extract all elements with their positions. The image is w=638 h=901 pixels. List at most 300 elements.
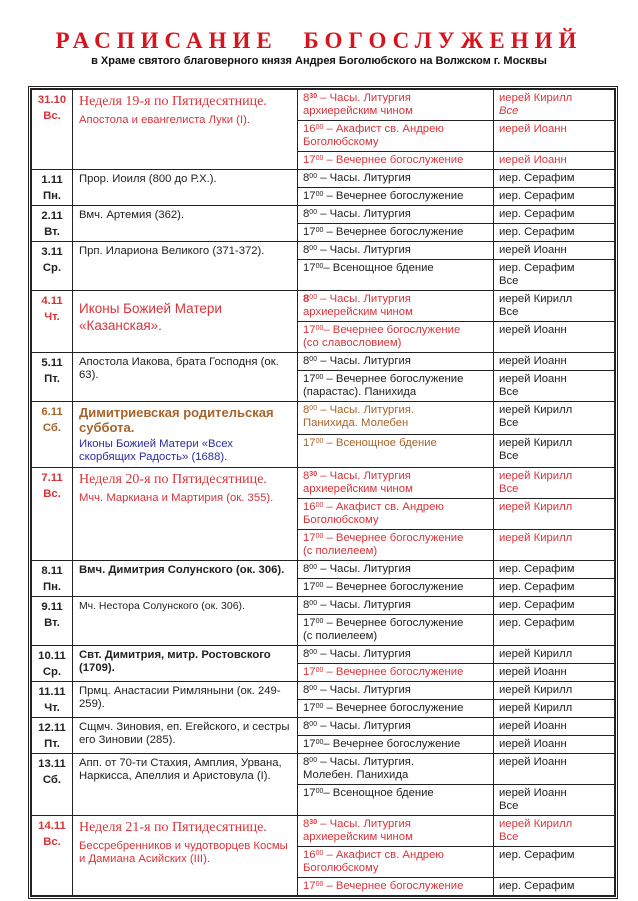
service-minutes: 00 (315, 124, 324, 131)
service-minutes: 00 (315, 191, 324, 198)
service-cell (298, 260, 494, 291)
priest-cell (494, 785, 615, 816)
service-detail: архиерейским чином (303, 105, 413, 117)
day-date: 9.11 (41, 601, 63, 613)
service-detail: Боголюбскому (303, 514, 379, 526)
priest-name: иерей Иоанн (499, 373, 567, 385)
service-cell (298, 206, 494, 224)
service-name: – Всенощное бдение (323, 262, 434, 274)
priest-cell (494, 700, 615, 718)
service-name: – Часы. Литургия (317, 563, 411, 575)
table-row (32, 682, 615, 700)
service-detail: Панихида. Молебен (303, 417, 409, 429)
day-date: 31.10 (37, 94, 67, 106)
table-row (32, 561, 615, 579)
confession-note: Все (499, 386, 519, 398)
feast-title: Неделя 20-я по Пятидесятнице. (79, 472, 267, 487)
service-hour: 8 (303, 563, 310, 575)
confession-note: Все (499, 306, 519, 318)
service-hour: 17 (303, 617, 316, 629)
table-row (32, 816, 615, 847)
service-name: – Часы. Литургия. (317, 756, 415, 768)
service-hour: 17 (303, 738, 316, 750)
day-date: 11.11 (38, 686, 66, 698)
service-hour: 8 (303, 818, 310, 830)
priest-name: иер. Серафим (499, 581, 575, 593)
day-date: 14.11 (38, 820, 66, 832)
saint-commemoration: Вмч. Артемия (362). (79, 209, 185, 221)
priest-name: иерей Кирилл (499, 684, 573, 696)
service-hour: 8 (303, 648, 310, 660)
saint-commemoration: Прп. Илариона Великого (371-372). (79, 245, 265, 257)
priest-cell (494, 664, 615, 682)
day-date-cell (32, 170, 73, 206)
service-minutes: 30 (309, 819, 318, 826)
day-commemoration-cell (73, 468, 298, 561)
service-hour: 8 (303, 92, 310, 104)
priest-cell (494, 718, 615, 736)
day-date-cell (32, 754, 73, 816)
saint-commemoration: Сщмч. Зиновия, еп. Егейского, и сестры его Зиновии (285). (79, 721, 290, 746)
confession-note: Все (499, 450, 519, 462)
day-weekday: Сб. (42, 422, 62, 434)
day-date: 5.11 (41, 357, 63, 369)
service-name: – Всенощное бдение (323, 437, 437, 449)
service-hour: 8 (303, 355, 310, 367)
service-name: – Вечернее богослужение (323, 880, 464, 892)
priest-cell (494, 121, 615, 152)
service-name: – Всенощное бдение (323, 787, 434, 799)
day-date-cell (32, 646, 73, 682)
service-minutes: 00 (309, 721, 318, 728)
priest-name: иерей Иоанн (499, 154, 567, 166)
priest-name: иерей Кирилл (499, 648, 573, 660)
priest-name: иер. Серафим (499, 208, 575, 220)
service-cell (298, 700, 494, 718)
saint-commemoration: Свт. Димитрия, митр. Ростовского (1709). (79, 649, 271, 674)
priest-name: иер. Серафим (499, 226, 575, 238)
table-row (32, 754, 615, 785)
priest-name: иерей Кирилл (499, 470, 573, 482)
service-minutes: 00 (309, 245, 318, 252)
service-minutes: 00 (315, 618, 324, 625)
priest-name: иер. Серафим (499, 172, 575, 184)
service-cell (298, 646, 494, 664)
priest-cell (494, 90, 615, 121)
service-name: – Вечернее богослужение (323, 324, 461, 336)
service-minutes: 00 (309, 405, 318, 412)
service-detail: архиерейским чином (303, 483, 413, 495)
confession-note: Все (499, 105, 519, 117)
table-row (32, 206, 615, 224)
service-hour: 17 (303, 154, 316, 166)
saint-commemoration: Апп. от 70-ти Стахия, Амплия, Урвана, Наркисса, Апеллия и Аристовула (I). (79, 757, 282, 782)
service-hour: 17 (303, 532, 316, 544)
feast-title: Неделя 21-я по Пятидесятнице. (79, 820, 267, 835)
day-commemoration-cell (73, 682, 298, 718)
schedule-table (31, 89, 615, 896)
priest-name: иерей Кирилл (499, 818, 573, 830)
priest-cell (494, 754, 615, 785)
service-cell (298, 754, 494, 785)
day-commemoration-cell (73, 718, 298, 754)
priest-cell (494, 615, 615, 646)
service-minutes: 00 (309, 356, 318, 363)
priest-name: иерей Кирилл (499, 404, 573, 416)
day-date: 4.11 (41, 295, 63, 307)
priest-cell (494, 224, 615, 242)
service-name: – Часы. Литургия (317, 172, 411, 184)
priest-name: иерей Иоанн (499, 738, 567, 750)
priest-cell (494, 152, 615, 170)
day-commemoration-cell (73, 90, 298, 170)
priest-name: иерей Иоанн (499, 787, 567, 799)
service-cell (298, 878, 494, 896)
priest-name: иерей Иоанн (499, 123, 567, 135)
day-commemoration-cell (73, 242, 298, 291)
service-name: – Вечернее богослужение (323, 190, 464, 202)
service-name: – Акафист св. Андрею (323, 501, 444, 513)
table-row (32, 170, 615, 188)
priest-cell (494, 188, 615, 206)
confession-note: Все (499, 417, 519, 429)
priest-name: иер. Серафим (499, 563, 575, 575)
priest-cell (494, 579, 615, 597)
service-cell (298, 530, 494, 561)
service-cell (298, 242, 494, 260)
service-minutes: 00 (315, 438, 324, 445)
service-name: – Часы. Литургия (317, 92, 411, 104)
service-cell (298, 664, 494, 682)
service-cell (298, 785, 494, 816)
service-cell (298, 718, 494, 736)
priest-name: иерей Кирилл (499, 501, 573, 513)
priest-name: иерей Кирилл (499, 702, 573, 714)
service-cell (298, 291, 494, 322)
service-cell (298, 152, 494, 170)
priest-name: иер. Серафим (499, 880, 575, 892)
service-name: – Вечернее богослужение (323, 373, 464, 385)
day-date: 2.11 (41, 210, 63, 222)
priest-cell (494, 435, 615, 468)
day-date-cell (32, 597, 73, 646)
service-name: – Часы. Литургия (317, 208, 411, 220)
service-name: – Часы. Литургия (317, 648, 411, 660)
priest-cell (494, 646, 615, 664)
priest-name: иерей Кирилл (499, 92, 573, 104)
service-detail: (со славословием) (303, 337, 402, 349)
priest-name: иерей Кирилл (499, 293, 573, 305)
day-commemoration-cell (73, 206, 298, 242)
day-weekday: Чт. (44, 702, 60, 714)
service-cell (298, 371, 494, 402)
day-commemoration-cell (73, 561, 298, 597)
service-cell (298, 579, 494, 597)
service-hour: 17 (303, 437, 316, 449)
day-commemoration-cell (73, 754, 298, 816)
service-detail: (с полиелеем) (303, 545, 378, 557)
day-commemoration-cell (73, 291, 298, 353)
table-row (32, 291, 615, 322)
priest-cell (494, 878, 615, 896)
priest-cell (494, 847, 615, 878)
service-hour: 8 (303, 684, 310, 696)
service-minutes: 00 (315, 582, 324, 589)
service-detail: архиерейским чином (303, 306, 413, 318)
day-date: 6.11 (41, 406, 63, 418)
feast-title: Димитриевская родительская суббота. (79, 405, 274, 435)
day-commemoration-cell (73, 353, 298, 402)
priest-cell (494, 736, 615, 754)
service-minutes: 00 (309, 564, 318, 571)
table-row (32, 646, 615, 664)
priest-name: иерей Кирилл (499, 532, 573, 544)
service-minutes: 00 (315, 788, 324, 795)
priest-name: иерей Иоанн (499, 355, 567, 367)
day-date-cell (32, 291, 73, 353)
service-detail: Молебен. Панихида (303, 769, 409, 781)
priest-name: иер. Серафим (499, 617, 575, 629)
priest-cell (494, 561, 615, 579)
service-name: – Часы. Литургия (317, 244, 411, 256)
service-name: – Часы. Литургия (317, 470, 411, 482)
service-hour: 8 (303, 208, 310, 220)
day-date-cell (32, 682, 73, 718)
saint-commemoration: Вмч. Димитрия Солунского (ок. 306). (79, 564, 285, 576)
day-date: 8.11 (41, 565, 63, 577)
service-cell (298, 847, 494, 878)
service-minutes: 00 (309, 649, 318, 656)
service-cell (298, 121, 494, 152)
table-row (32, 402, 615, 435)
service-name: – Часы. Литургия (317, 720, 411, 732)
service-cell (298, 816, 494, 847)
priest-name: иер. Серафим (499, 190, 575, 202)
service-minutes: 00 (315, 739, 324, 746)
service-minutes: 00 (315, 667, 324, 674)
saint-commemoration: Мч. Нестора Солунского (ок. 306). (79, 600, 245, 612)
service-hour: 8 (303, 293, 310, 305)
service-minutes: 00 (309, 757, 318, 764)
day-weekday: Вс. (43, 110, 61, 122)
service-hour: 16 (303, 123, 316, 135)
service-hour: 17 (303, 581, 316, 593)
priest-cell (494, 530, 615, 561)
service-hour: 16 (303, 501, 316, 513)
priest-cell (494, 468, 615, 499)
service-hour: 17 (303, 702, 316, 714)
service-cell (298, 682, 494, 700)
priest-name: иер. Серафим (499, 262, 575, 274)
service-name: – Вечернее богослужение (323, 532, 464, 544)
feast-title: Иконы Божией Матери «Казанская». (79, 301, 222, 333)
service-hour: 8 (303, 720, 310, 732)
priest-cell (494, 499, 615, 530)
service-hour: 17 (303, 666, 316, 678)
priest-name: иер. Серафим (499, 599, 575, 611)
day-weekday: Ср. (42, 262, 62, 274)
day-date: 10.11 (38, 650, 66, 662)
priest-name: иерей Кирилл (499, 437, 573, 449)
service-name: – Вечернее богослужение (323, 666, 464, 678)
service-hour: 8 (303, 244, 310, 256)
service-minutes: 00 (315, 155, 324, 162)
service-minutes: 00 (315, 703, 324, 710)
service-hour: 17 (303, 787, 316, 799)
service-name: – Акафист св. Андрею (323, 849, 444, 861)
page-subtitle: в Храме святого благоверного князя Андрея Боголюбского на Волжском г. Москвы (91, 55, 547, 67)
service-minutes: 00 (315, 850, 324, 857)
service-cell (298, 468, 494, 499)
service-hour: 17 (303, 190, 316, 202)
page-title: РАСПИСАНИЕ БОГОСЛУЖЕНИЙ (55, 28, 583, 53)
service-detail: (парастас). Панихида (303, 386, 417, 398)
service-minutes: 00 (315, 881, 324, 888)
day-date: 1.11 (41, 174, 63, 186)
saint-commemoration: Прмц. Анастасии Римляныни (ок. 249-259). (79, 685, 281, 710)
confession-note: Все (499, 483, 519, 495)
service-name: – Вечернее богослужение (323, 226, 464, 238)
day-date-cell (32, 718, 73, 754)
priest-name: иер. Серафим (499, 849, 575, 861)
confession-note: Все (499, 831, 519, 843)
service-name: – Акафист св. Андрею (323, 123, 444, 135)
service-hour: 8 (303, 756, 310, 768)
day-date-cell (32, 468, 73, 561)
day-weekday: Пт. (44, 738, 60, 750)
priest-cell (494, 242, 615, 260)
priest-cell (494, 353, 615, 371)
day-commemoration-cell (73, 646, 298, 682)
priest-cell (494, 597, 615, 615)
service-hour: 8 (303, 172, 310, 184)
service-minutes: 00 (309, 209, 318, 216)
service-minutes: 00 (315, 374, 324, 381)
confession-note: Все (499, 800, 519, 812)
day-date-cell (32, 561, 73, 597)
service-cell (298, 322, 494, 353)
service-name: – Часы. Литургия (317, 684, 411, 696)
service-name: – Часы. Литургия (317, 293, 411, 305)
day-date: 7.11 (41, 472, 63, 484)
day-date: 13.11 (38, 758, 66, 770)
service-hour: 8 (303, 599, 310, 611)
service-minutes: 00 (315, 263, 324, 270)
priest-name: иерей Иоанн (499, 756, 567, 768)
day-date-cell (32, 90, 73, 170)
day-weekday: Сб. (42, 774, 62, 786)
table-row (32, 90, 615, 121)
service-minutes: 00 (309, 685, 318, 692)
day-date: 12.11 (38, 722, 66, 734)
day-weekday: Чт. (44, 311, 60, 323)
service-minutes: 00 (315, 227, 324, 234)
service-minutes: 00 (315, 502, 324, 509)
service-hour: 8 (303, 470, 310, 482)
service-detail: Боголюбскому (303, 136, 379, 148)
service-detail: (с полиелеем) (303, 630, 378, 642)
day-weekday: Вт. (44, 617, 60, 629)
service-minutes: 00 (315, 533, 324, 540)
service-name: – Вечернее богослужение (323, 154, 464, 166)
service-detail: архиерейским чином (303, 831, 413, 843)
day-weekday: Вс. (43, 836, 61, 848)
service-hour: 17 (303, 226, 316, 238)
day-date-cell (32, 206, 73, 242)
day-date-cell (32, 816, 73, 896)
service-cell (298, 499, 494, 530)
service-minutes: 00 (309, 173, 318, 180)
day-date-cell (32, 242, 73, 291)
service-cell (298, 90, 494, 121)
service-cell (298, 615, 494, 646)
day-commemoration-cell (73, 597, 298, 646)
priest-cell (494, 402, 615, 435)
service-name: – Вечернее богослужение (323, 581, 464, 593)
saint-commemoration: Прор. Иоиля (800 до Р.Х.). (79, 173, 217, 185)
table-row (32, 353, 615, 371)
service-minutes: 00 (309, 600, 318, 607)
priest-cell (494, 291, 615, 322)
service-name: – Вечернее богослужение (323, 617, 464, 629)
priest-cell (494, 816, 615, 847)
service-minutes: 30 (309, 471, 318, 478)
priest-cell (494, 260, 615, 291)
table-row (32, 468, 615, 499)
priest-cell (494, 170, 615, 188)
day-date-cell (32, 402, 73, 468)
saint-commemoration: Апостола Иакова, брата Господня (ок. 63). (79, 356, 279, 381)
service-minutes: 00 (315, 325, 324, 332)
service-name: – Вечернее богослужение (323, 702, 464, 714)
priest-cell (494, 322, 615, 353)
service-hour: 17 (303, 262, 316, 274)
day-commemoration-cell (73, 170, 298, 206)
service-name: – Часы. Литургия. (317, 404, 415, 416)
priest-cell (494, 206, 615, 224)
day-weekday: Пн. (42, 190, 62, 202)
confession-note: Все (499, 275, 519, 287)
priest-cell (494, 371, 615, 402)
service-cell (298, 597, 494, 615)
feast-title: Неделя 19-я по Пятидесятнице. (79, 94, 267, 109)
day-weekday: Ср. (42, 666, 62, 678)
saint-commemoration: Апостола и евангелиста Луки (I). (79, 114, 250, 126)
priest-name: иерей Иоанн (499, 720, 567, 732)
priest-name: иерей Иоанн (499, 324, 567, 336)
day-weekday: Пн. (42, 581, 62, 593)
day-weekday: Вт. (44, 226, 60, 238)
day-weekday: Пт. (44, 373, 60, 385)
service-cell (298, 435, 494, 468)
day-date-cell (32, 353, 73, 402)
table-row (32, 242, 615, 260)
day-commemoration-cell (73, 402, 298, 468)
day-commemoration-cell (73, 816, 298, 896)
day-date: 3.11 (41, 246, 63, 258)
service-cell (298, 402, 494, 435)
service-minutes: 30 (309, 93, 318, 100)
service-cell (298, 353, 494, 371)
service-hour: 16 (303, 849, 316, 861)
service-name: – Вечернее богослужение (323, 738, 461, 750)
service-cell (298, 170, 494, 188)
service-detail: Боголюбскому (303, 862, 379, 874)
priest-name: иерей Иоанн (499, 244, 567, 256)
service-name: – Часы. Литургия (317, 818, 411, 830)
table-row (32, 597, 615, 615)
day-weekday: Вс. (43, 488, 61, 500)
